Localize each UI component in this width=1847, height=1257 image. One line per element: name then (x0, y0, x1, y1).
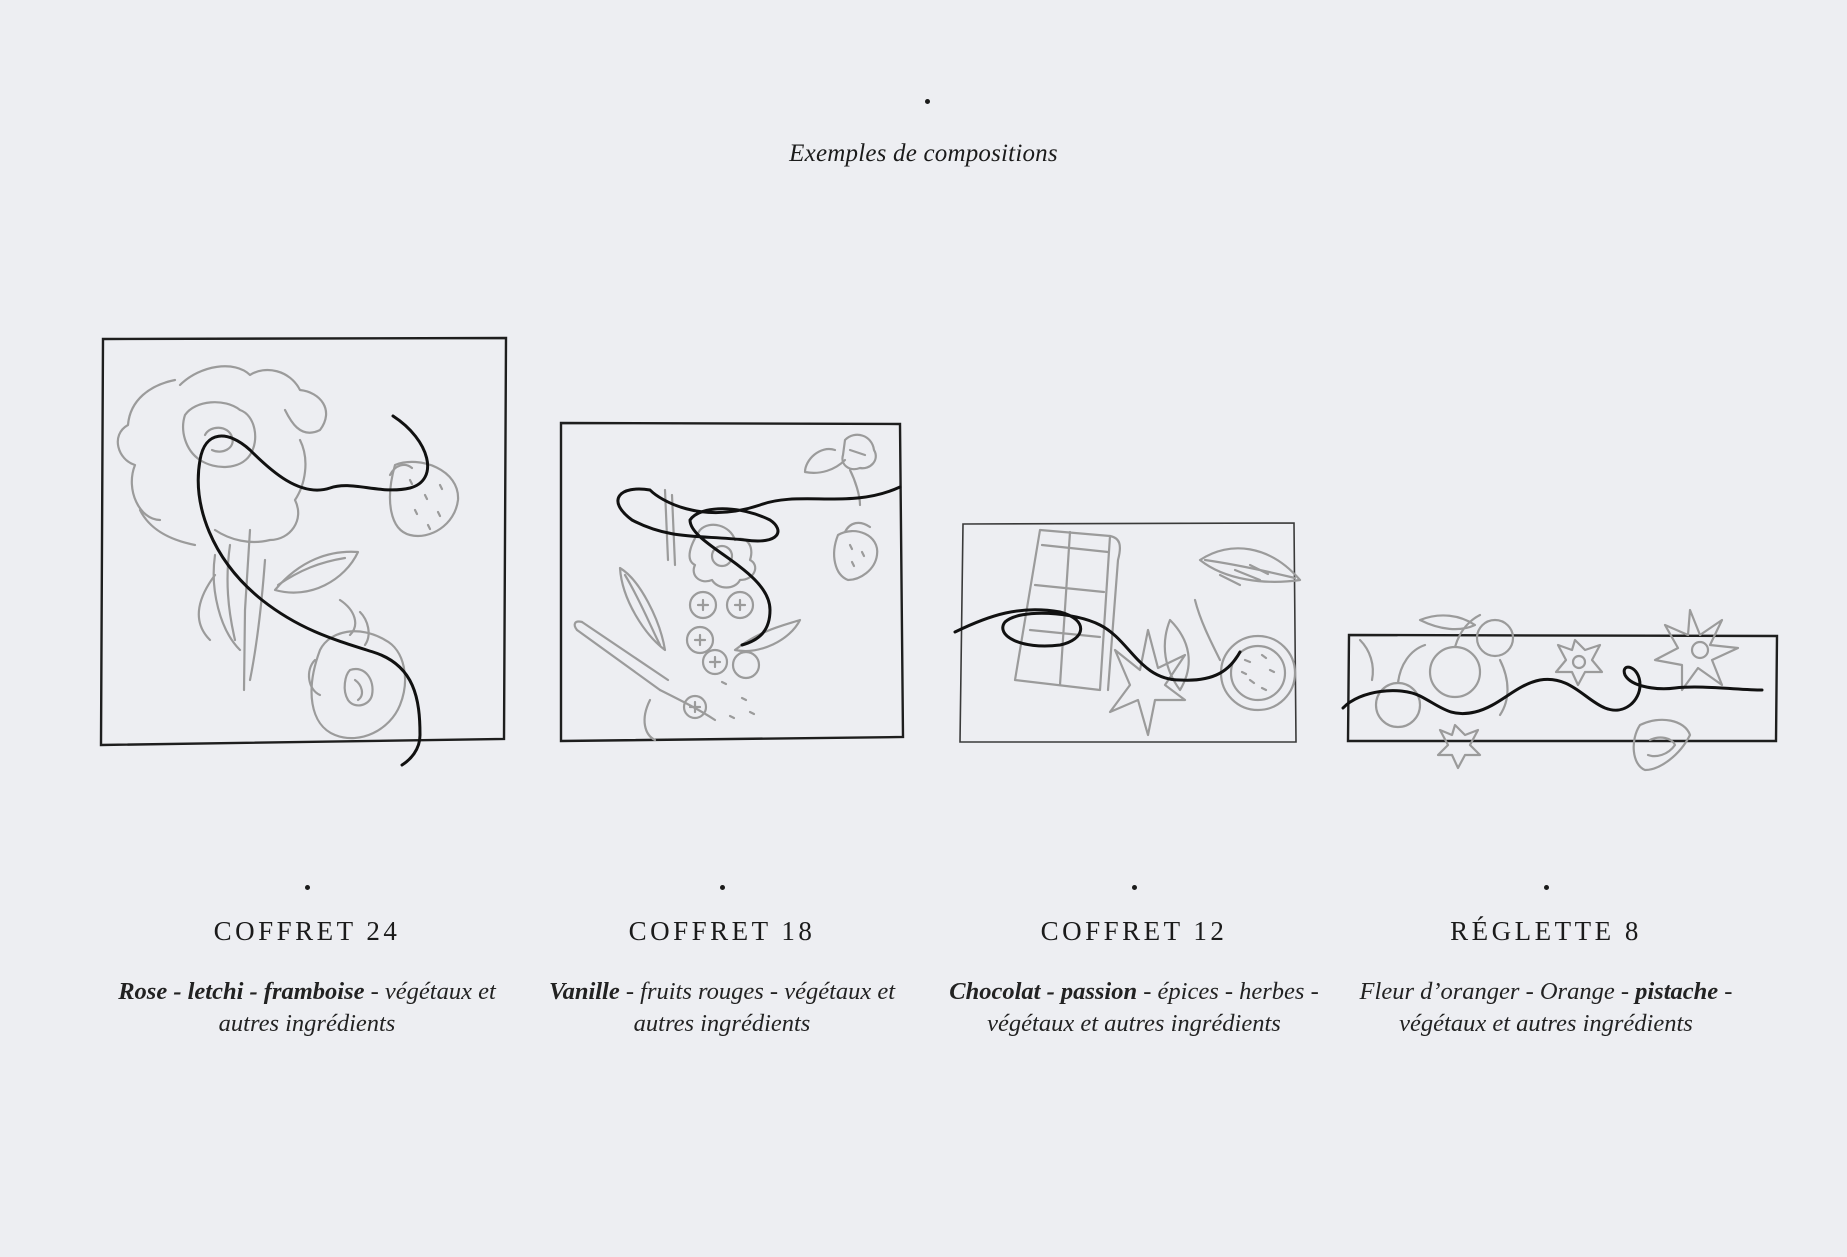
product-card-coffret-18 (522, 870, 922, 1040)
desc-highlight: Rose - letchi - framboise (118, 978, 365, 1005)
decorative-dot (720, 885, 725, 890)
decorative-dot (1132, 885, 1137, 890)
product-card-coffret-24 (107, 870, 507, 1040)
decorative-dot (305, 885, 310, 890)
page-title: Exemples de compositions (789, 140, 1058, 167)
desc-text: Fleur d’oranger - Orange - (1359, 978, 1636, 1005)
desc-highlight: pistache (1635, 978, 1719, 1005)
sketch-coffret-18 (561, 423, 903, 741)
desc-text: - épices - herbes - végétaux et autres ingrédients (987, 978, 1319, 1037)
product-card-reglette-8 (1346, 870, 1746, 1040)
sketch-reglette-8 (1343, 610, 1777, 770)
product-card-coffret-12 (934, 870, 1334, 1040)
product-description (1354, 976, 1739, 1040)
product-description (532, 976, 912, 1040)
sketch-coffret-12 (955, 523, 1300, 742)
desc-highlight: Chocolat - passion (949, 978, 1138, 1005)
desc-text: - fruits rouges - végétaux et autres ingrédients (619, 978, 896, 1037)
product-name: RÉGLETTE 8 (1450, 916, 1642, 946)
desc-highlight: Vanille (548, 978, 620, 1005)
desc-text: - végétaux et autres ingrédients (1399, 978, 1733, 1037)
desc-text: - végétaux et autres ingrédients (218, 978, 496, 1037)
product-name: COFFRET 18 (628, 916, 816, 946)
product-name: COFFRET 12 (1040, 916, 1228, 946)
product-name: COFFRET 24 (213, 916, 401, 946)
product-description (107, 976, 507, 1040)
sketch-coffret-24 (101, 338, 506, 765)
decorative-dot (1544, 885, 1549, 890)
product-description (947, 976, 1322, 1040)
